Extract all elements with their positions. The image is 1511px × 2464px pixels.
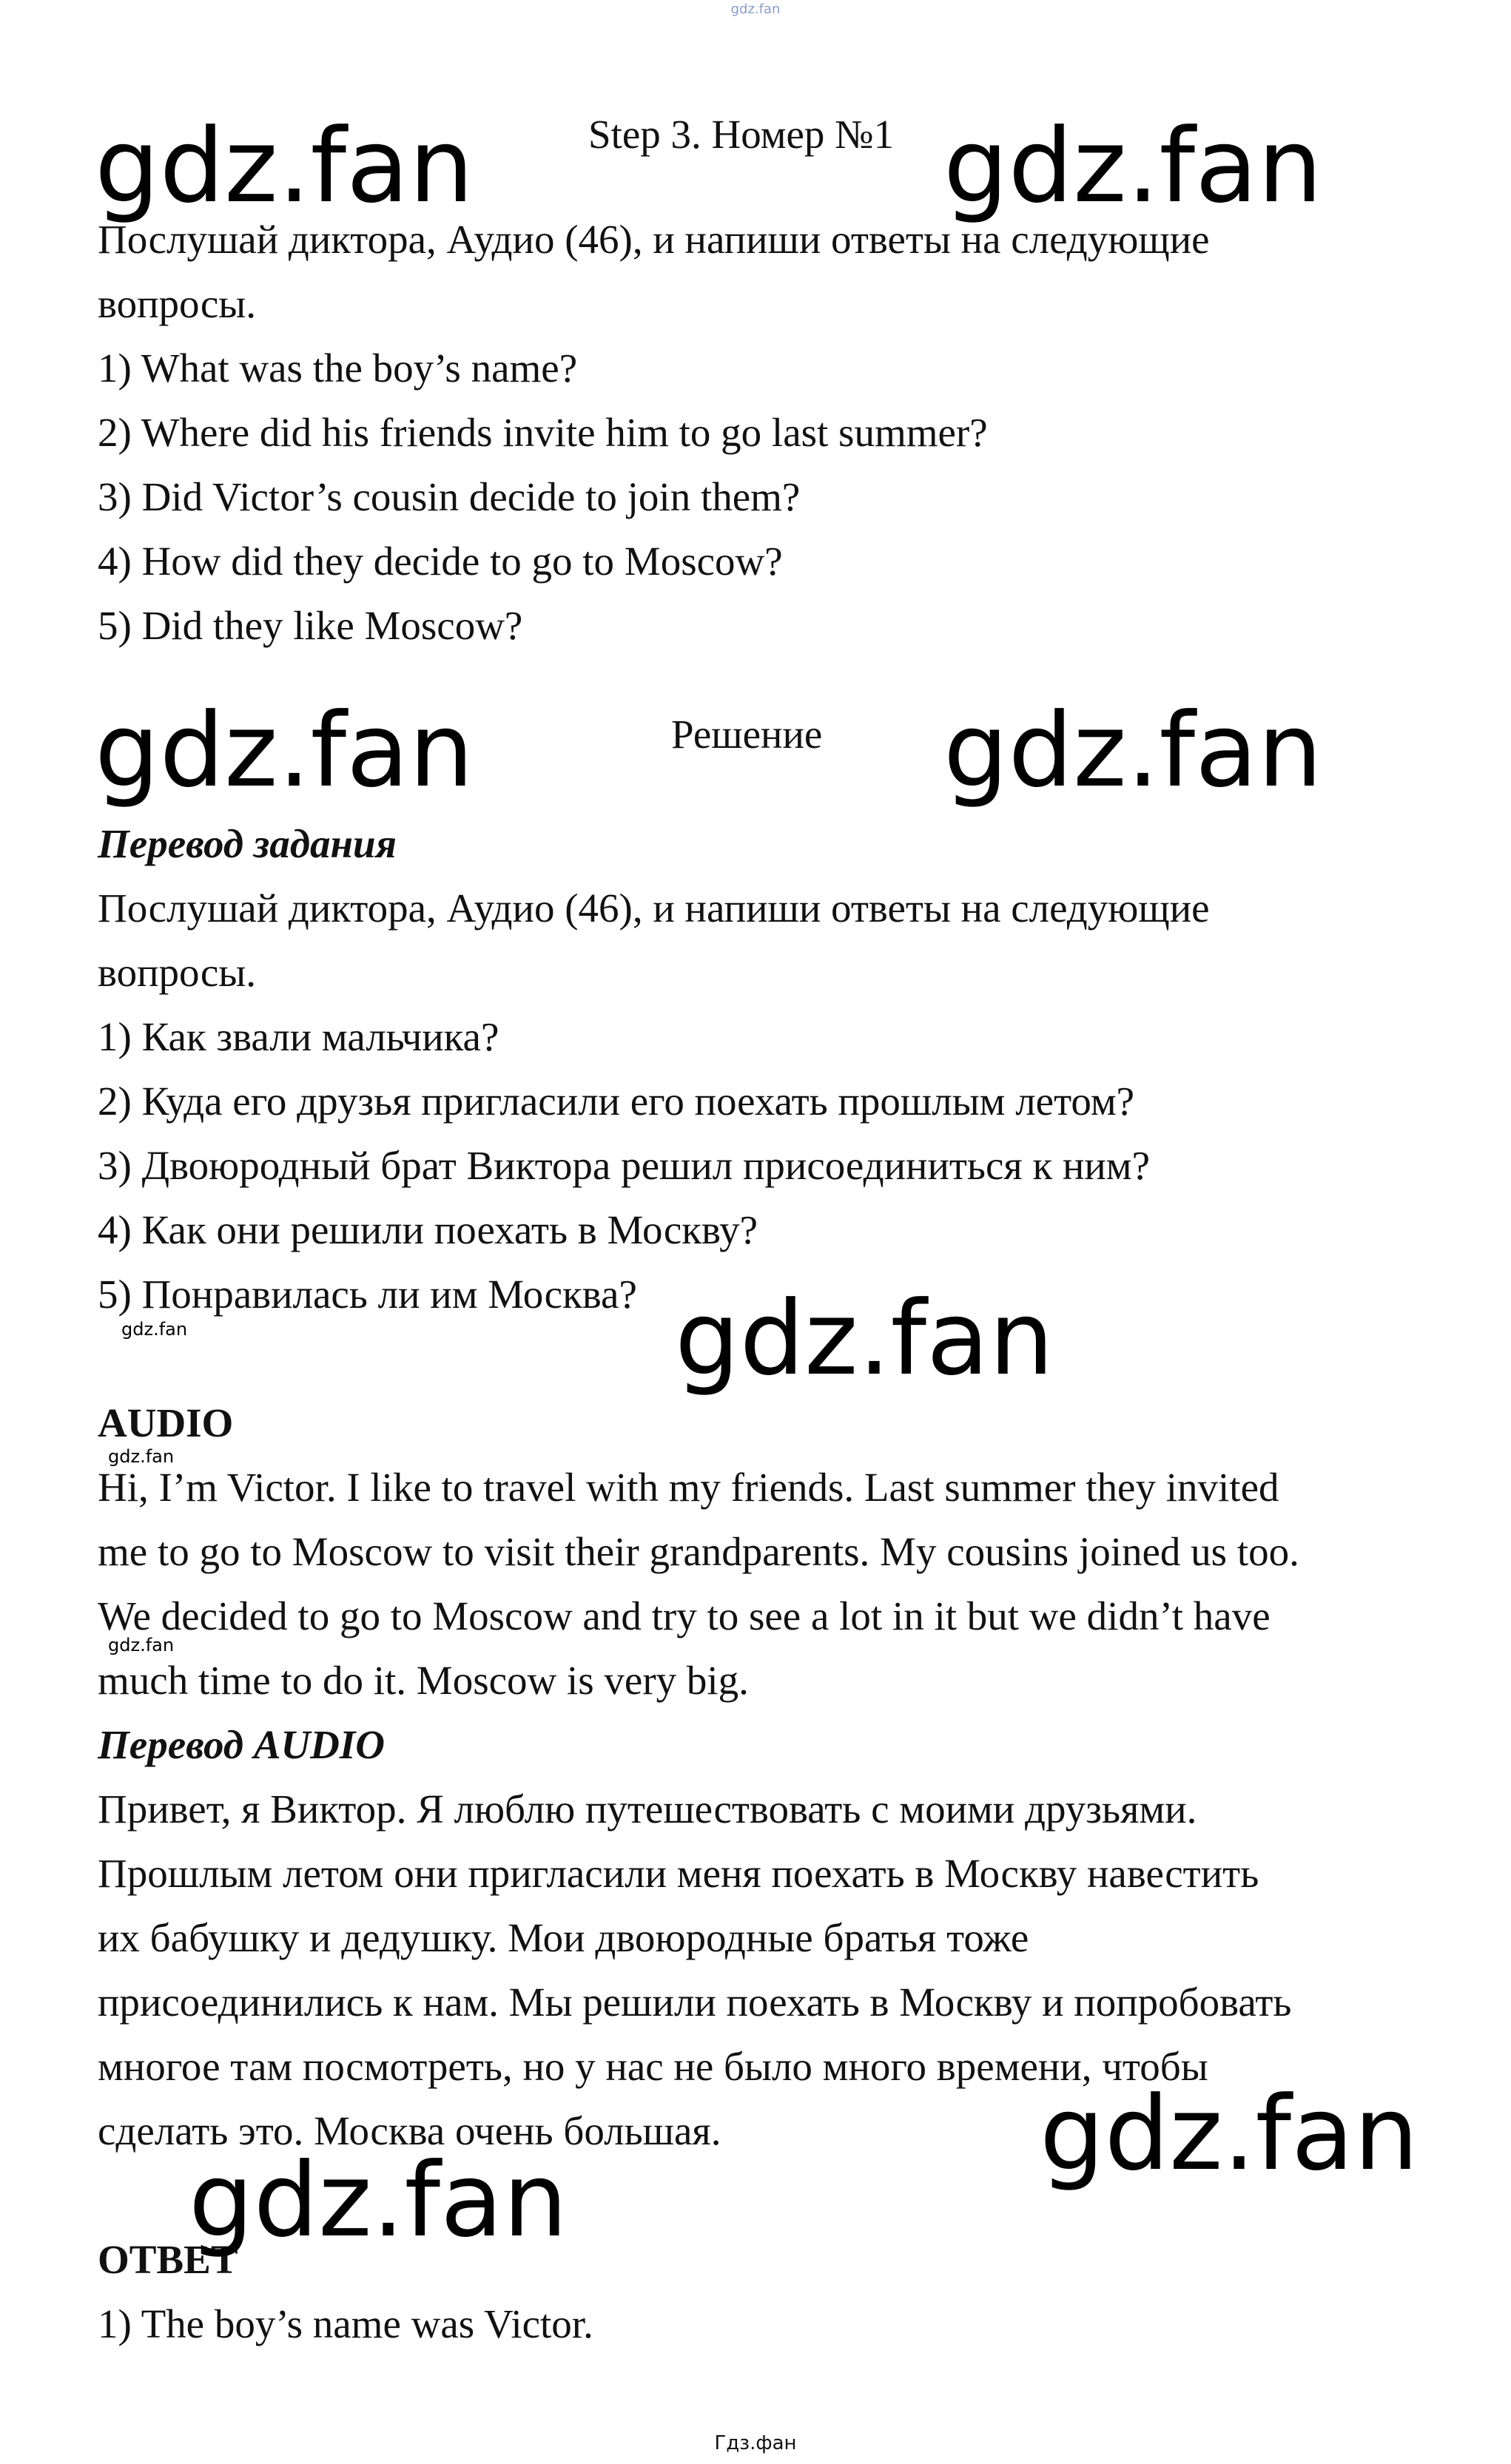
watermark: gdz.fan <box>675 1279 1054 1398</box>
audio-translation-line: их бабушку и дедушку. Мои двоюродные братья тоже <box>98 1915 1029 1960</box>
watermark: gdz.fan <box>1040 2074 1419 2193</box>
translation-question: 5) Понравилась ли им Москва? <box>98 1272 637 1317</box>
task-intro-line-1: Послушай диктора, Аудио (46), и напиши ответы на следующие <box>98 217 1210 262</box>
translation-question: 3) Двоюродный брат Виктора решил присоединиться к ним? <box>98 1143 1151 1188</box>
audio-line: me to go to Moscow to visit their grandparents. My cousins joined us too. <box>98 1529 1299 1574</box>
translation-question: 2) Куда его друзья пригласили его поехать прошлым летом? <box>98 1079 1135 1124</box>
solution-title: Решение <box>671 712 823 757</box>
small-watermark: gdz.fan <box>121 1319 188 1340</box>
task-question: 3) Did Victor’s cousin decide to join them? <box>98 474 801 519</box>
audio-translation-line: сделать это. Москва очень большая. <box>98 2108 721 2153</box>
audio-translation-line: Прошлым летом они пригласили меня поехать в Москву навестить <box>98 1851 1259 1896</box>
page-title: Step 3. Номер №1 <box>588 112 895 157</box>
translation-intro-line-1: Послушай диктора, Аудио (46), и напиши ответы на следующие <box>98 885 1210 931</box>
audio-translation-line: присоединились к нам. Мы решили поехать в Москву и попробовать <box>98 1979 1292 2025</box>
watermark: gdz.fan <box>189 2141 568 2260</box>
task-question: 2) Where did his friends invite him to go last summer? <box>98 410 988 455</box>
task-intro-line-2: вопросы. <box>98 281 257 326</box>
audio-translation-line: многое там посмотреть, но у нас не было много времени, чтобы <box>98 2044 1208 2089</box>
audio-translation-line: Привет, я Виктор. Я люблю путешествовать с моими друзьями. <box>98 1786 1197 1832</box>
watermark: gdz.fan <box>943 691 1323 810</box>
answer-heading: ОТВЕТ <box>98 2237 238 2282</box>
translation-question: 4) Как они решили поехать в Москву? <box>98 1207 758 1252</box>
audio-translation-heading: Перевод AUDIO <box>98 1722 386 1767</box>
translation-intro-line-2: вопросы. <box>98 950 257 995</box>
watermark: gdz.fan <box>943 107 1323 226</box>
small-watermark: gdz.fan <box>108 1635 175 1655</box>
audio-line: Hi, I’m Victor. I like to travel with my friends. Last summer they invited <box>98 1465 1279 1510</box>
footer-label: Гдз.фан <box>714 2432 797 2454</box>
audio-line: We decided to go to Moscow and try to see a lot in it but we didn’t have <box>98 1593 1271 1638</box>
task-question: 5) Did they like Moscow? <box>98 603 523 648</box>
audio-heading: AUDIO <box>98 1400 234 1445</box>
audio-line: much time to do it. Moscow is very big. <box>98 1658 749 1703</box>
top-watermark: gdz.fan <box>730 1 781 17</box>
small-watermark: gdz.fan <box>108 1446 175 1467</box>
task-question: 1) What was the boy’s name? <box>98 345 578 391</box>
answer-line: 1) The boy’s name was Victor. <box>98 2301 593 2346</box>
translation-heading: Перевод задания <box>98 821 397 866</box>
task-question: 4) How did they decide to go to Moscow? <box>98 539 783 584</box>
translation-question: 1) Как звали мальчика? <box>98 1014 499 1059</box>
watermark: gdz.fan <box>95 107 474 226</box>
watermark: gdz.fan <box>95 691 474 810</box>
